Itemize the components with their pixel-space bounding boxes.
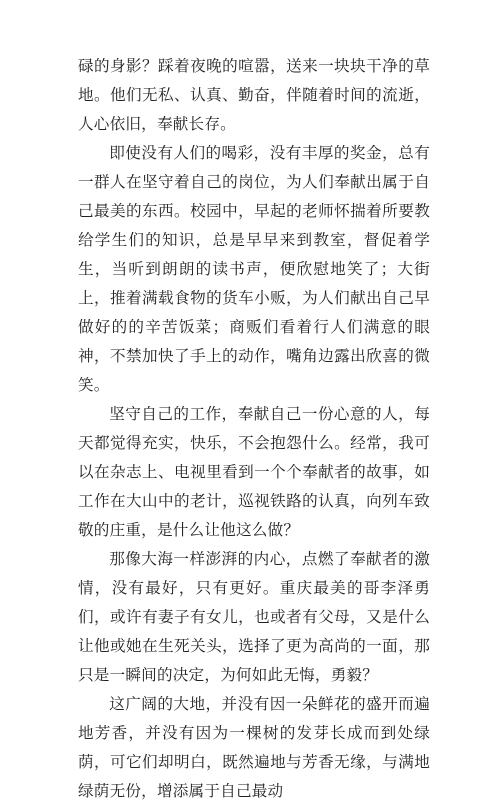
paragraph: 即使没有人们的喝彩，没有丰厚的奖金，总有一群人在坚守着自己的岗位，为人们奉献出属于自己最美的东西。校园中，早起的老师怀揣着所要教给学生们的知识，总是早早来到教室，督促着学生，当听到朗朗的读书声，便欣慰地笑了；大街上，推着满载食物的货车小贩，为人们献出自己早做好的的辛苦饭菜；商贩们看着行人们满意的眼神，不禁加快了手上的动作，嘴角边露出欣喜的微笑。 — [78, 144, 430, 394]
paragraph-continued: 碌的身影？踩着夜晚的喧嚣，送来一块块干净的草地。他们无私、认真、勤奋，伴随着时间的流逝，人心依旧，奉献长存。 — [78, 57, 430, 133]
paragraph: 这广阔的大地，并没有因一朵鲜花的盛开而遍地芳香，并没有因为一棵树的发芽长成而到处绿荫，可它们却明白，既然遍地与芳香无缘，与满地绿荫无份，增添属于自己最动 — [78, 695, 430, 800]
document-body — [78, 52, 430, 806]
paragraph: 那像大海一样澎湃的内心，点燃了奉献者的激情，没有最好，只有更好。重庆最美的哥李泽勇们，或许有妻子有女儿，也或者有父母，又是什么让他或她在生死关头，选择了更为高尚的一面，那只是一瞬间的决定，为何如此无悔，勇毅？ — [78, 550, 430, 684]
paragraph: 坚守自己的工作，奉献自己一份心意的人，每天都觉得充实，快乐，不会抱怨什么。经常，我可以在杂志上、电视里看到一个个奉献者的故事，如工作在大山中的老计，巡视铁路的认真，向列车致敬的庄重，是什么让他这么做？ — [78, 405, 430, 539]
